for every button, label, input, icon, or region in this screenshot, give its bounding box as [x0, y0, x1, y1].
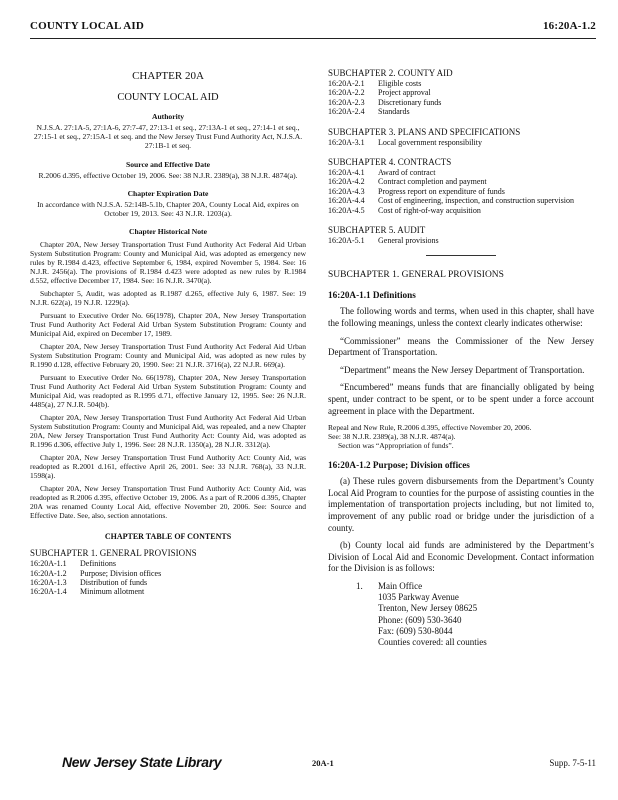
header-rule	[30, 38, 596, 39]
toc-title: Cost of engineering, inspection, and construction supervision	[378, 196, 574, 206]
toc-entry	[328, 88, 594, 97]
toc-number: 16:20A-2.3	[328, 97, 365, 107]
toc-entry	[30, 559, 306, 568]
toc-subchapter-4: SUBCHAPTER 4. CONTRACTS	[328, 157, 452, 168]
history-paragraph: Pursuant to Executive Order No. 66(1978), Chapter 20A, New Jersey Transportation Trust Fund Authority Act Federal Aid Urban System Substitution Program: County and Municipal Aid, expired on December 17, 1989.	[30, 311, 306, 339]
toc-list-5	[328, 236, 594, 245]
toc-title: Discretionary funds	[378, 97, 442, 107]
library-logo: New Jersey State Library	[62, 754, 222, 770]
toc-entry	[328, 107, 594, 116]
toc-subchapter-1: SUBCHAPTER 1. GENERAL PROVISIONS	[30, 548, 197, 559]
note-line: Section was “Appropriation of funds”.	[338, 441, 454, 451]
toc-list-3	[328, 138, 594, 147]
address-number: 1.	[356, 580, 363, 591]
toc-entry	[328, 168, 594, 177]
toc-subchapter-2: SUBCHAPTER 2. COUNTY AID	[328, 68, 453, 78]
toc-subchapter-5: SUBCHAPTER 5. AUDIT	[328, 225, 426, 236]
chapter-title: COUNTY LOCAL AID	[117, 92, 219, 103]
address-line: 1035 Parkway Avenue	[378, 592, 459, 603]
subchapter-heading: SUBCHAPTER 1. GENERAL PROVISIONS	[328, 270, 504, 281]
section-title: 16:20A-1.1 Definitions	[328, 290, 416, 301]
address-line: Trenton, New Jersey 08625	[378, 603, 478, 614]
supplement-date: Supp. 7-5-11	[549, 758, 596, 768]
toc-number: 16:20A-1.4	[30, 587, 67, 597]
toc-number: 16:20A-2.2	[328, 88, 365, 98]
toc-number: 16:20A-4.3	[328, 186, 365, 196]
toc-number: 16:20A-4.4	[328, 196, 365, 206]
history-heading: Chapter Historical Note	[129, 227, 207, 237]
address-line: Phone: (609) 530-3640	[378, 614, 462, 625]
toc-number: 16:20A-1.3	[30, 578, 67, 588]
address-line: Counties covered: all counties	[378, 636, 487, 647]
body-paragraph: (b) County local aid funds are administered by the Department’s Division of Local Aid and Economic Development. Contact information for the Division is as follows:	[328, 540, 594, 574]
toc-heading: CHAPTER TABLE OF CONTENTS	[104, 532, 232, 542]
toc-entry	[30, 578, 306, 587]
page-number: 20A-1	[312, 758, 334, 768]
history-paragraph: Chapter 20A, New Jersey Transportation Trust Fund Authority Act Federal Aid Urban System Substitution Program: County and Municipal Aid, was adopted as new rules by R.1990 d.128, effective February 20, 1990. See: 21 N.J.R. 3716(a), 22 N.J.R. 669(a).	[30, 342, 306, 370]
body-paragraph: “Commissioner” means the Commissioner of the New Jersey Department of Transportation.	[328, 335, 594, 358]
expiration-heading: Chapter Expiration Date	[127, 188, 209, 198]
section-note	[328, 423, 594, 450]
authority-heading: Authority	[151, 112, 185, 121]
body-paragraph: The following words and terms, when used in this chapter, shall have the following meanings, unless the context clearly indicates otherwise:	[328, 306, 594, 329]
history-paragraph: Pursuant to Executive Order No. 66(1978), Chapter 20A, New Jersey Transportation Trust Fund Authority Act Federal Aid Urban System Substitution Program: County and Municipal Aid, was readopted as R.1995 d.71, effective January 12, 1995. See: 26 N.J.R. 4485(a), 27 N.J.R. 504(b).	[30, 373, 306, 410]
toc-list-1	[30, 559, 306, 597]
body-paragraph: (a) These rules govern disbursements from the Department’s County Local Aid Program to counties for the purpose of assisting counties in the implementation of transportation projects including, but not limited to, improvement of any public road or bridge under the jurisdiction of a county.	[328, 476, 594, 533]
toc-number: 16:20A-1.2	[30, 568, 67, 578]
expiration-text: In accordance with N.J.S.A. 52:14B-5.1b, Chapter 20A, County Local Aid, expires on October 19, 2013. See: 43 N.J.R. 1203(a).	[37, 199, 299, 219]
page-footer	[30, 752, 596, 782]
header-section: 16:20A-1.2	[542, 20, 596, 32]
toc-title: Distribution of funds	[80, 578, 148, 588]
toc-number: 16:20A-2.4	[328, 107, 365, 117]
toc-entry	[30, 569, 306, 578]
toc-subchapter-3: SUBCHAPTER 3. PLANS AND SPECIFICATIONS	[328, 126, 521, 137]
toc-entry	[328, 177, 594, 186]
right-column	[328, 68, 594, 648]
toc-list-4	[328, 168, 594, 215]
toc-list-2	[328, 79, 594, 117]
toc-title: Local government responsibility	[378, 137, 482, 147]
history-paragraph: Chapter 20A, New Jersey Transportation Trust Fund Authority Act: County Aid, was readopted as R.2006 d.395, effective October 19, 2006. As a part of R.2006 d.395, Chapter 20A was renamed County Local Aid, effective November 20, 2006. See: Source and Effective Date. See, also, section annotations.	[30, 484, 306, 521]
toc-entry	[328, 98, 594, 107]
toc-entry	[30, 587, 306, 596]
chapter-number: CHAPTER 20A	[132, 70, 204, 82]
toc-entry	[328, 138, 594, 147]
address-line: Main Office	[378, 580, 423, 591]
source-text: R.2006 d.395, effective October 19, 2006. See: 38 N.J.R. 2389(a), 38 N.J.R. 4874(a).	[38, 170, 298, 180]
toc-number: 16:20A-4.5	[328, 205, 365, 215]
toc-number: 16:20A-4.2	[328, 177, 365, 187]
address-block	[328, 581, 594, 648]
source-heading: Source and Effective Date	[125, 159, 210, 169]
note-line: See: 38 N.J.R. 2389(a), 38 N.J.R. 4874(a).	[328, 432, 456, 442]
toc-entry	[328, 196, 594, 205]
toc-title: Progress report on expenditure of funds	[378, 186, 505, 196]
toc-number: 16:20A-5.1	[328, 236, 365, 246]
section-divider	[426, 255, 496, 256]
body-paragraph: “Encumbered” means funds that are financially obligated by being spent, under contract to be spent, or to be spent under a force account agreement in place with the Department.	[328, 382, 594, 416]
toc-number: 16:20A-3.1	[328, 137, 365, 147]
history-paragraph: Chapter 20A, New Jersey Transportation Trust Fund Authority Act Federal Aid Urban System Substitution Program: County and Municipal Aid, was repealed, and a new Chapter 20A, New Jersey Transportation Trust Fund Authority Act: County Aid, was adopted as R.1996 d.306, effective July 1, 1996. See: 28 N.J.R. 1350(a), 28 N.J.R. 3312(a).	[30, 413, 306, 450]
toc-title: General provisions	[378, 236, 439, 246]
toc-title: Purpose; Division offices	[80, 568, 162, 578]
section-title: 16:20A-1.2 Purpose; Division offices	[328, 460, 470, 471]
history-paragraph: Chapter 20A, New Jersey Transportation Trust Fund Authority Act: County Aid, was readopted as R.2001 d.161, effective April 26, 2001. See: 33 N.J.R. 768(a), 33 N.J.R. 1598(a).	[30, 453, 306, 481]
header-title: COUNTY LOCAL AID	[30, 20, 145, 32]
toc-title: Award of contract	[378, 168, 436, 178]
toc-number: 16:20A-2.1	[328, 79, 365, 88]
address-line: Fax: (609) 530-8044	[378, 625, 453, 636]
toc-entry	[328, 206, 594, 215]
toc-entry	[328, 236, 594, 245]
toc-entry	[328, 79, 594, 88]
running-header	[30, 20, 596, 38]
toc-title: Minimum allotment	[80, 587, 145, 597]
body-paragraph: “Department” means the New Jersey Department of Transportation.	[340, 364, 585, 375]
toc-title: Contract completion and payment	[378, 177, 487, 187]
toc-title: Eligible costs	[378, 79, 422, 88]
toc-title: Standards	[378, 107, 410, 117]
note-line: Repeal and New Rule, R.2006 d.395, effective November 20, 2006.	[328, 423, 532, 433]
history-paragraph: Chapter 20A, New Jersey Transportation Trust Fund Authority Act Federal Aid Urban System Substitution Program: County and Municipal Aid, was adopted as emergency new rules by R.1984 d.423, effective September 6, 1984, expired November 5, 1984. See: 16 N.J.R. 2456(a). The provisions of R.1984 d.423 were adopted as new rules by R.1984 d.552, effective December 17, 1984. See: 16 N.J.R. 3470(a).	[30, 240, 306, 286]
toc-number: 16:20A-4.1	[328, 168, 365, 178]
toc-title: Definitions	[80, 559, 116, 569]
toc-number: 16:20A-1.1	[30, 559, 67, 569]
toc-title: Project approval	[378, 88, 431, 98]
toc-entry	[328, 187, 594, 196]
left-column	[30, 60, 306, 597]
toc-title: Cost of right-of-way acquisition	[378, 205, 481, 215]
authority-text: N.J.S.A. 27:1A-5, 27:1A-6, 27:7-47, 27:13-1 et seq., 27:13A-1 et seq., 27:14-1 et seq., 27:15-1 et seq., 27:15A-1 et seq. and the New Jersey Trust Fund Authority Act, N.J.S.A. 27:1B-1 et seq.	[33, 123, 303, 151]
history-paragraph: Subchapter 5, Audit, was adopted as R.1987 d.265, effective July 6, 1987. See: 19 N.J.R. 622(a), 19 N.J.R. 1229(a).	[30, 289, 306, 308]
